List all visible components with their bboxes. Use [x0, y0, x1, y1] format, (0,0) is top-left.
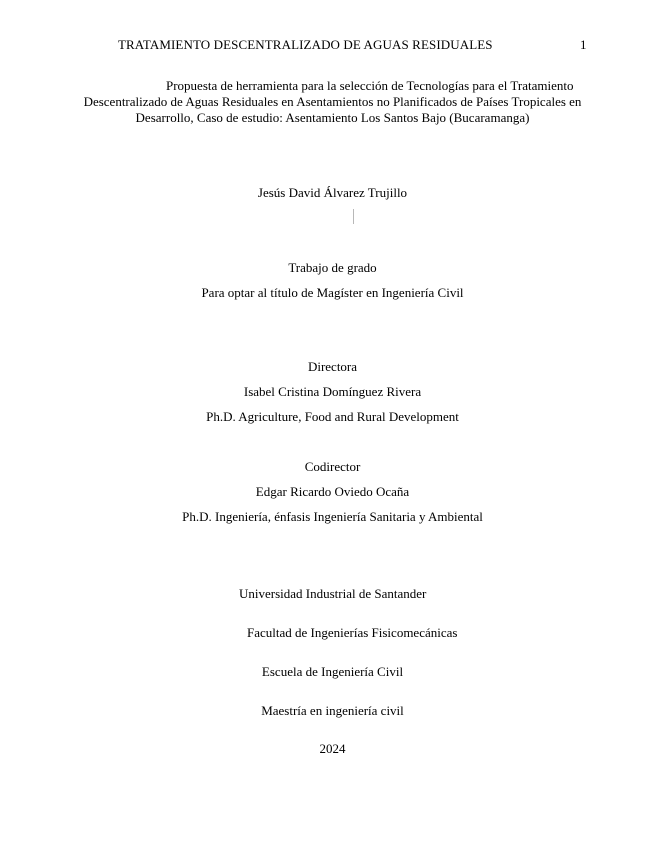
codirector-degree: Ph.D. Ingeniería, énfasis Ingeniería Sanitaria y Ambiental — [182, 509, 483, 524]
year: 2024 — [319, 741, 346, 756]
title-line-3: Desarrollo, Caso de estudio: Asentamiento Los Santos Bajo (Bucaramanga) — [135, 110, 530, 125]
university-name: Universidad Industrial de Santander — [239, 586, 427, 601]
running-head: TRATAMIENTO DESCENTRALIZADO DE AGUAS RESIDUALES — [118, 37, 493, 52]
faculty-name: Facultad de Ingenierías Fisicomecánicas — [247, 625, 458, 640]
page-number: 1 — [580, 37, 587, 52]
program-name: Maestría en ingeniería civil — [261, 703, 404, 718]
work-type: Trabajo de grado — [288, 260, 377, 275]
title-line-2: Descentralizado de Aguas Residuales en Asentamientos no Planificados de Países Tropicales en — [83, 94, 582, 109]
work-purpose: Para optar al título de Magíster en Ingeniería Civil — [201, 285, 464, 300]
director-role: Directora — [307, 359, 358, 374]
codirector-name: Edgar Ricardo Oviedo Ocaña — [255, 484, 410, 499]
director-degree: Ph.D. Agriculture, Food and Rural Development — [206, 409, 459, 424]
text-cursor — [353, 209, 354, 224]
school-name: Escuela de Ingeniería Civil — [261, 664, 404, 679]
title-line-1: Propuesta de herramienta para la selección de Tecnologías para el Tratamiento — [166, 78, 574, 93]
codirector-role: Codirector — [304, 459, 361, 474]
author-name: Jesús David Álvarez Trujillo — [257, 185, 408, 200]
director-name: Isabel Cristina Domínguez Rivera — [243, 384, 422, 399]
